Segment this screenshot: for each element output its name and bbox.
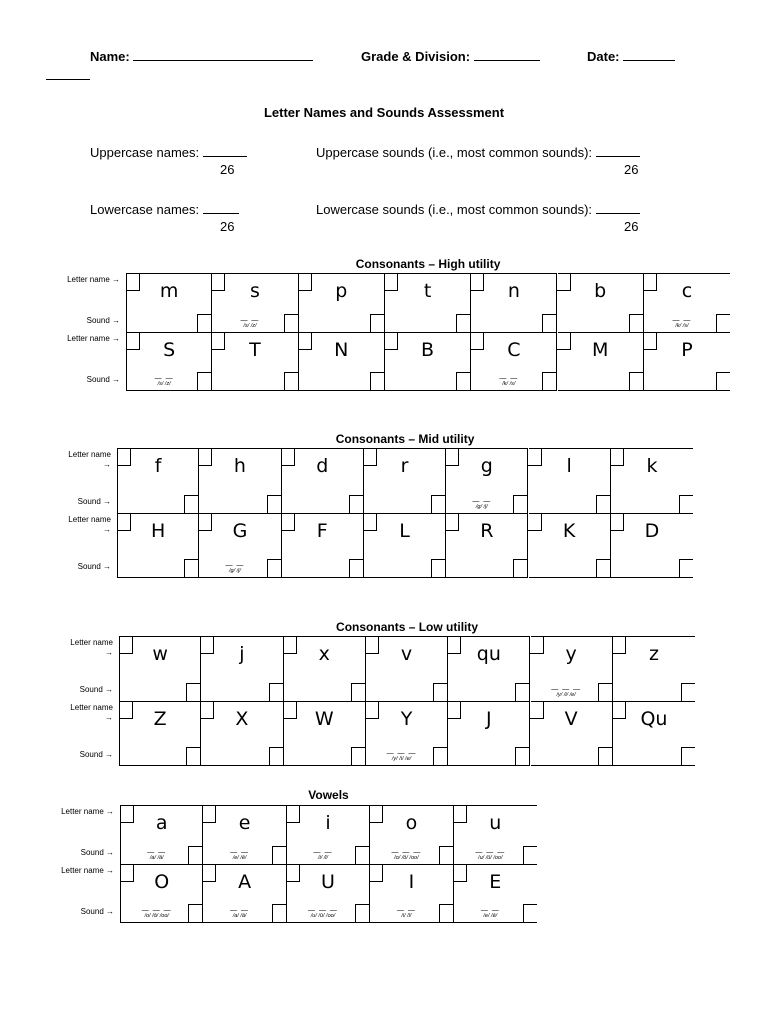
sound-blanks: — — — [472, 498, 492, 505]
letter-glyph: B — [421, 339, 435, 361]
sound-text: /s/ /z/ — [243, 323, 257, 329]
lower-sounds-blank[interactable] — [596, 201, 640, 214]
sound-label: Sound → — [79, 685, 113, 694]
lower-names-label: Lowercase names: — [90, 202, 200, 217]
letter-cell[interactable] — [366, 636, 448, 701]
arrow-icon: → — [105, 648, 113, 657]
grade-field[interactable] — [361, 48, 540, 64]
letter-cell[interactable] — [644, 332, 730, 391]
letter-cell[interactable] — [287, 805, 370, 864]
sound-label: Sound → — [86, 316, 120, 325]
sound-options — [370, 908, 442, 919]
letter-cell[interactable] — [117, 513, 199, 578]
sound-blanks: — — — — [141, 907, 172, 914]
letter-name-label: Letter name → — [61, 866, 114, 875]
letter-cell[interactable] — [370, 864, 453, 923]
sound-check-box[interactable] — [456, 372, 470, 390]
letter-glyph: T — [249, 339, 261, 361]
upper-names-label: Uppercase names: — [90, 145, 200, 160]
sound-check-box[interactable] — [349, 559, 363, 577]
letter-glyph: w — [152, 643, 168, 665]
letter-cell[interactable] — [120, 805, 203, 864]
letter-cell[interactable] — [558, 273, 644, 332]
sound-check-box[interactable] — [596, 559, 610, 577]
letter-glyph: L — [399, 520, 410, 542]
date-field[interactable] — [587, 48, 675, 64]
sound-options — [203, 908, 275, 919]
letter-glyph: R — [480, 520, 494, 542]
name-blank[interactable] — [133, 48, 313, 61]
sound-blanks: — — — [154, 375, 174, 382]
letter-glyph: p — [335, 280, 348, 302]
letter-cell[interactable] — [119, 701, 201, 766]
letter-glyph: U — [321, 871, 335, 893]
sound-check-box[interactable] — [370, 314, 384, 332]
letter-glyph: n — [507, 280, 520, 302]
sound-options — [121, 850, 192, 861]
sound-text: /i/ /ī/ — [317, 855, 329, 861]
letter-cell[interactable] — [531, 701, 613, 766]
sound-text: /a/ /ā/ — [149, 855, 164, 861]
sound-text: /o/ /ō/ /oo/ — [144, 913, 169, 919]
sound-check-box[interactable] — [184, 559, 198, 577]
grade-blank[interactable] — [474, 48, 540, 61]
letter-cell[interactable] — [471, 273, 557, 332]
sound-check-box[interactable] — [542, 314, 556, 332]
sound-check-box[interactable] — [284, 372, 298, 390]
sound-blanks: — — — [672, 317, 692, 324]
letter-glyph: u — [489, 812, 502, 834]
section-title: Consonants – Mid utility — [335, 432, 475, 446]
sound-blanks: — — — — [386, 750, 417, 757]
upper-names-blank[interactable] — [203, 144, 247, 157]
upper-sounds-blank[interactable] — [596, 144, 640, 157]
letter-cell[interactable] — [284, 636, 366, 701]
letter-glyph: y — [565, 643, 577, 665]
lower-sounds-label: Lowercase sounds (i.e., most common sounds): — [316, 202, 593, 217]
letter-glyph: f — [154, 455, 162, 477]
sound-blanks: — — — — [475, 849, 506, 856]
sound-options — [446, 499, 517, 510]
sound-text: /e/ /ē/ — [232, 855, 247, 861]
sound-text: /e/ /ē/ — [483, 913, 498, 919]
letter-glyph: S — [163, 339, 176, 361]
sound-blanks: — — — [499, 375, 519, 382]
letter-cell[interactable] — [282, 513, 364, 578]
sound-label: Sound → — [80, 848, 114, 857]
sound-text: /o/ /ō/ /oo/ — [394, 855, 419, 861]
letter-cell[interactable] — [199, 513, 281, 578]
letter-cell[interactable] — [212, 332, 298, 391]
letter-glyph: c — [681, 280, 693, 302]
sound-check-box[interactable] — [186, 683, 200, 701]
sound-blanks: — — — [480, 907, 500, 914]
section-title: Consonants – Low utility — [336, 620, 479, 634]
letter-glyph: A — [238, 871, 252, 893]
sound-text: /a/ /ā/ — [232, 913, 247, 919]
sound-check-box[interactable] — [349, 495, 363, 513]
letter-cell[interactable] — [119, 636, 201, 701]
letter-name-text: Letter name — [68, 450, 111, 459]
letter-glyph: V — [564, 708, 578, 730]
sound-text: /k/ /s/ — [502, 381, 516, 387]
letter-glyph: D — [644, 520, 660, 542]
sound-check-box[interactable] — [351, 683, 365, 701]
letter-glyph: k — [646, 455, 658, 477]
letter-cell[interactable] — [364, 448, 446, 513]
sound-check-box[interactable] — [681, 683, 695, 701]
letter-cell[interactable] — [385, 332, 471, 391]
letter-cell[interactable] — [446, 448, 528, 513]
letter-glyph: P — [681, 339, 693, 361]
sound-check-box[interactable] — [267, 495, 281, 513]
sound-check-box[interactable] — [370, 372, 384, 390]
letter-cell[interactable] — [364, 513, 446, 578]
letter-cell[interactable] — [117, 448, 199, 513]
letter-cell[interactable] — [454, 864, 537, 923]
arrow-icon: → — [103, 460, 111, 469]
name-label: Name: — [90, 49, 130, 64]
letter-cell[interactable] — [644, 273, 730, 332]
sound-check-box[interactable] — [513, 559, 527, 577]
section-title: Vowels — [308, 788, 349, 802]
sound-check-box[interactable] — [679, 559, 693, 577]
sound-text: /u/ /ū/ /oo/ — [478, 855, 503, 861]
letter-cell[interactable] — [201, 636, 283, 701]
sound-check-box[interactable] — [515, 747, 529, 765]
sound-blanks: — — — [147, 849, 167, 856]
sound-check-box[interactable] — [269, 747, 283, 765]
letter-glyph: I — [408, 871, 415, 893]
sound-blanks: — — — [240, 317, 260, 324]
lower-sounds-score — [316, 201, 640, 217]
sound-check-box[interactable] — [269, 683, 283, 701]
sound-check-box[interactable] — [433, 683, 447, 701]
sound-blanks: — — — — [308, 907, 338, 914]
sound-options — [454, 850, 527, 861]
letter-name-label — [0, 450, 111, 470]
sound-options — [366, 751, 437, 762]
letter-glyph: O — [154, 871, 170, 893]
letter-glyph: s — [249, 280, 260, 302]
date-blank-continued — [46, 79, 90, 80]
letter-cell[interactable] — [611, 513, 693, 578]
sound-options — [471, 376, 546, 387]
letter-glyph: H — [151, 520, 166, 542]
letter-glyph: t — [423, 280, 432, 302]
letter-name-label — [0, 638, 113, 658]
sound-text: /u/ /ū/ /oo/ — [310, 913, 336, 919]
name-field[interactable] — [90, 48, 313, 64]
letter-glyph: X — [235, 708, 249, 730]
upper-sounds-score — [316, 144, 640, 160]
letter-glyph: K — [562, 520, 576, 542]
sound-blanks: — — — — [391, 849, 422, 856]
sound-options — [121, 908, 192, 919]
letter-cell[interactable] — [287, 864, 370, 923]
sound-text: /g/ /j/ — [475, 504, 488, 510]
letter-glyph: d — [316, 455, 329, 477]
sound-options — [531, 687, 602, 698]
letter-cell[interactable] — [126, 332, 212, 391]
letter-glyph: F — [316, 520, 328, 542]
sound-options — [644, 318, 720, 329]
arrow-icon: → — [103, 525, 111, 534]
letter-glyph: Z — [153, 708, 167, 730]
upper-names-score — [90, 144, 247, 160]
letter-glyph: h — [233, 455, 246, 477]
letter-name-text: Letter name — [70, 703, 113, 712]
upper-names-denominator: 26 — [220, 162, 235, 177]
letter-glyph: x — [318, 643, 330, 665]
letter-cell[interactable] — [558, 332, 644, 391]
letter-glyph: j — [239, 643, 245, 665]
letter-glyph: r — [400, 455, 409, 477]
letter-cell[interactable] — [613, 701, 695, 766]
letter-glyph: i — [325, 812, 331, 834]
letter-cell[interactable] — [531, 636, 613, 701]
grade-label: Grade & Division: — [361, 49, 471, 64]
letter-cell[interactable] — [201, 701, 283, 766]
letter-glyph: g — [480, 455, 493, 477]
letter-name-text: Letter name — [68, 515, 111, 524]
letter-glyph: Qu — [640, 708, 668, 730]
sound-options — [287, 908, 359, 919]
sound-text: /k/ /s/ — [675, 323, 689, 329]
letter-cell[interactable] — [212, 273, 298, 332]
sound-check-box[interactable] — [197, 314, 211, 332]
lower-names-denominator: 26 — [220, 219, 235, 234]
letter-cell[interactable] — [299, 332, 385, 391]
letter-cell[interactable] — [203, 864, 286, 923]
sound-text: /i/ /ī/ — [401, 913, 412, 919]
letter-cell[interactable] — [120, 864, 203, 923]
sound-label: Sound → — [77, 562, 111, 571]
page-title: Letter Names and Sounds Assessment — [263, 105, 505, 120]
letter-glyph: b — [594, 280, 607, 302]
lower-names-score — [90, 201, 239, 217]
letter-glyph: o — [405, 812, 418, 834]
letter-glyph: e — [238, 812, 251, 834]
sound-options — [127, 376, 201, 387]
sound-check-box[interactable] — [679, 495, 693, 513]
sound-blanks: — — — [396, 907, 416, 914]
arrow-icon: → — [105, 713, 113, 722]
sound-check-box[interactable] — [596, 495, 610, 513]
letter-cell[interactable] — [448, 701, 530, 766]
letter-glyph: G — [232, 520, 248, 542]
letter-cell[interactable] — [370, 805, 453, 864]
sound-text: /s/ /z/ — [157, 381, 171, 387]
sound-options — [370, 850, 442, 861]
letter-cell[interactable] — [446, 513, 528, 578]
sound-options — [454, 908, 527, 919]
sound-check-box[interactable] — [629, 372, 643, 390]
letter-glyph: Y — [400, 708, 413, 730]
letter-cell[interactable] — [448, 636, 530, 701]
sound-text: /y/ /i/ /e/ — [391, 756, 412, 762]
letter-cell[interactable] — [613, 636, 695, 701]
letter-cell[interactable] — [299, 273, 385, 332]
letter-cell[interactable] — [199, 448, 281, 513]
letter-cell[interactable] — [203, 805, 286, 864]
letter-glyph: v — [400, 643, 413, 665]
lower-names-blank[interactable] — [203, 201, 239, 214]
sound-blanks: — — — [313, 849, 333, 856]
letter-glyph: N — [334, 339, 349, 361]
sound-options — [203, 850, 275, 861]
sound-check-box[interactable] — [598, 747, 612, 765]
sound-blanks: — — — [230, 849, 250, 856]
sound-blanks: — — — [225, 562, 245, 569]
letter-name-text: Letter name — [70, 638, 113, 647]
sound-options — [287, 850, 359, 861]
letter-cell[interactable] — [471, 332, 557, 391]
sound-options — [199, 563, 270, 574]
letter-name-label: Letter name → — [67, 275, 120, 284]
letter-glyph: m — [159, 280, 179, 302]
letter-cell[interactable] — [529, 513, 611, 578]
date-label: Date: — [587, 49, 620, 64]
letter-cell[interactable] — [366, 701, 448, 766]
sound-check-box[interactable] — [629, 314, 643, 332]
letter-glyph: M — [591, 339, 609, 361]
sound-blanks: — — — — [551, 686, 582, 693]
sound-check-box[interactable] — [681, 747, 695, 765]
lower-sounds-denominator: 26 — [624, 219, 639, 234]
letter-cell[interactable] — [126, 273, 212, 332]
sound-label: Sound → — [86, 375, 120, 384]
sound-label: Sound → — [77, 497, 111, 506]
sound-check-box[interactable] — [351, 747, 365, 765]
letter-name-label — [0, 703, 113, 723]
sound-check-box[interactable] — [186, 747, 200, 765]
sound-blanks: — — — [230, 907, 250, 914]
letter-cell[interactable] — [284, 701, 366, 766]
letter-glyph: J — [486, 708, 492, 730]
date-blank[interactable] — [623, 48, 675, 61]
sound-check-box[interactable] — [456, 314, 470, 332]
letter-glyph: W — [314, 708, 334, 730]
sound-text: /y/ /i/ /e/ — [556, 692, 576, 698]
section-title: Consonants – High utility — [355, 257, 501, 271]
sound-label: Sound → — [79, 750, 113, 759]
sound-text: /g/ /j/ — [228, 568, 241, 574]
letter-cell[interactable] — [454, 805, 537, 864]
letter-name-label — [0, 515, 111, 535]
letter-name-label: Letter name → — [61, 807, 114, 816]
sound-label: Sound → — [80, 907, 114, 916]
letter-name-label: Letter name → — [67, 334, 120, 343]
letter-glyph: qu — [476, 643, 501, 665]
letter-cell[interactable] — [282, 448, 364, 513]
letter-glyph: a — [155, 812, 168, 834]
sound-check-box[interactable] — [515, 683, 529, 701]
sound-options — [212, 318, 287, 329]
letter-glyph: C — [507, 339, 521, 361]
letter-cell[interactable] — [611, 448, 693, 513]
upper-sounds-denominator: 26 — [624, 162, 639, 177]
sound-check-box[interactable] — [184, 495, 198, 513]
letter-glyph: l — [566, 455, 572, 477]
letter-cell[interactable] — [529, 448, 611, 513]
letter-cell[interactable] — [385, 273, 471, 332]
letter-glyph: E — [489, 871, 502, 893]
upper-sounds-label: Uppercase sounds (i.e., most common sounds): — [316, 145, 593, 160]
sound-check-box[interactable] — [716, 372, 730, 390]
sound-check-box[interactable] — [431, 559, 445, 577]
sound-check-box[interactable] — [431, 495, 445, 513]
letter-glyph: z — [648, 643, 659, 665]
